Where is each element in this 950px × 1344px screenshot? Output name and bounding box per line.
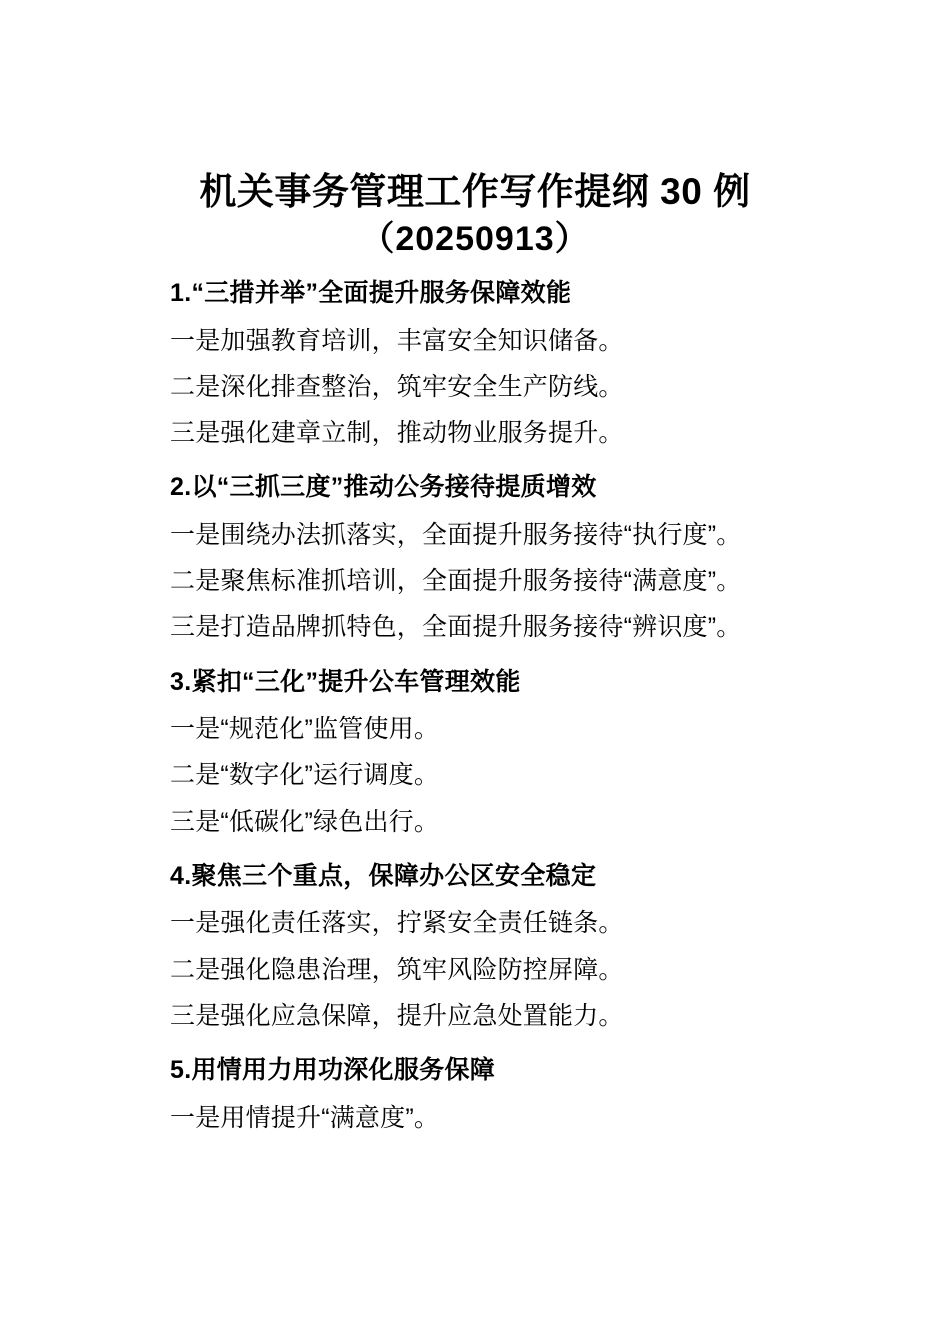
body-line: 三是打造品牌抓特色，全面提升服务接待“辨识度”。 bbox=[170, 613, 742, 642]
document-body bbox=[112, 275, 838, 1136]
page-subtitle: （20250913） bbox=[360, 219, 590, 258]
body-line: 一是“规范化”监管使用。 bbox=[170, 715, 440, 744]
page-title: 机关事务管理工作写作提纲 30 例 bbox=[199, 171, 751, 212]
section-heading: 1.“三措并举”全面提升服务保障效能 bbox=[170, 279, 572, 308]
body-line: 二是聚焦标准抓培训，全面提升服务接待“满意度”。 bbox=[170, 567, 742, 596]
body-line: 三是强化建章立制，推动物业服务提升。 bbox=[170, 419, 624, 448]
body-line: 一是用情提升“满意度”。 bbox=[170, 1103, 440, 1132]
body-line: 一是围绕办法抓落实，全面提升服务接待“执行度”。 bbox=[170, 520, 742, 549]
body-line: 一是强化责任落实，拧紧安全责任链条。 bbox=[170, 909, 624, 938]
body-line: 三是“低碳化”绿色出行。 bbox=[170, 807, 440, 836]
section-heading: 4.聚焦三个重点，保障办公区安全稳定 bbox=[170, 861, 597, 890]
section-heading: 2.以“三抓三度”推动公务接待提质增效 bbox=[170, 473, 597, 502]
body-line: 二是深化排查整治，筑牢安全生产防线。 bbox=[170, 372, 624, 401]
body-line: 三是强化应急保障，提升应急处置能力。 bbox=[170, 1001, 624, 1030]
body-line: 二是强化隐患治理，筑牢风险防控屏障。 bbox=[170, 955, 624, 984]
body-line: 二是“数字化”运行调度。 bbox=[170, 761, 440, 790]
section-heading: 5.用情用力用功深化服务保障 bbox=[170, 1056, 496, 1085]
section-heading: 3.紧扣“三化”提升公车管理效能 bbox=[170, 667, 521, 696]
body-line: 一是加强教育培训，丰富安全知识储备。 bbox=[170, 326, 624, 355]
